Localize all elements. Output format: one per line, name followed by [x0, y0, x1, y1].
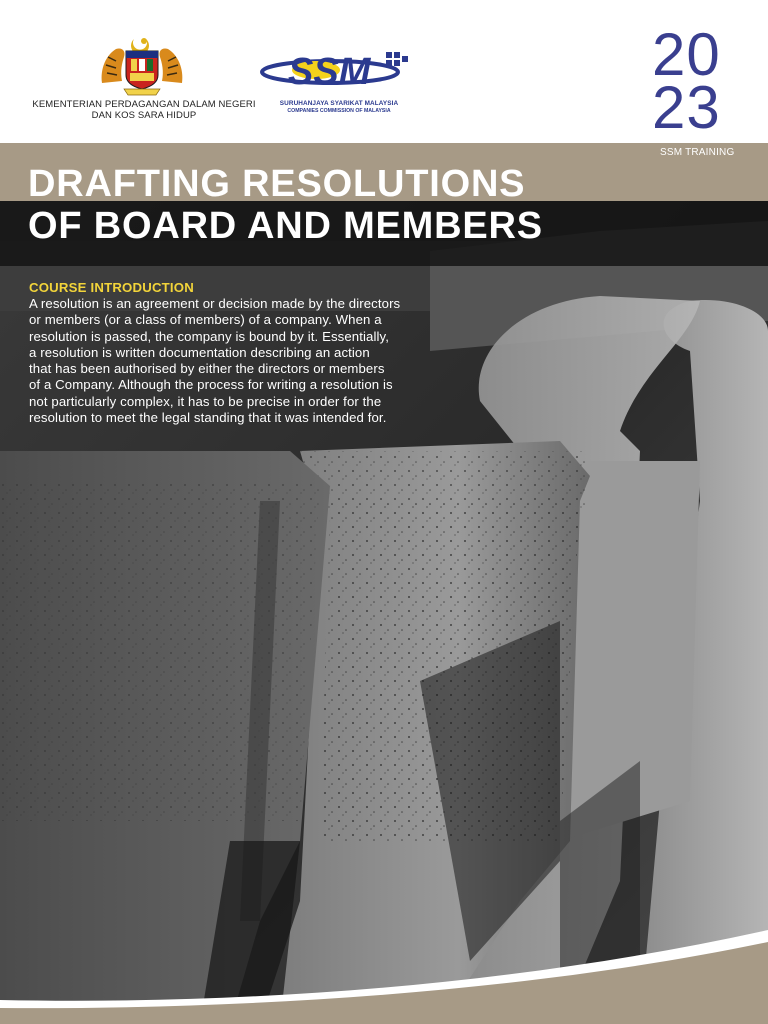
course-introduction: [29, 279, 459, 426]
intro-line: a resolution is written documentation describing an action: [29, 344, 370, 360]
ssm-name-malay: SURUHANJAYA SYARIKAT MALAYSIA: [279, 100, 399, 107]
title-line-2: OF BOARD AND MEMBERS: [28, 205, 543, 247]
year: [652, 21, 744, 141]
intro-line: A resolution is an agreement or decision made by the directors: [29, 296, 401, 311]
training-label: SSM TRAINING: [660, 147, 735, 158]
title-line-1: DRAFTING RESOLUTIONS: [28, 163, 526, 205]
intro-line: or members (or a class of members) of a company. When a: [29, 312, 382, 328]
ministry-name: [28, 99, 260, 121]
ssm-logo-text: SSM: [288, 51, 371, 93]
intro-line: resolution to meet the legal standing that it was intended for.: [29, 410, 387, 426]
intro-heading: COURSE INTRODUCTION: [29, 280, 194, 295]
intro-line: of a Company. Although the process for writing a resolution is: [29, 377, 393, 393]
year-bottom: 23: [652, 74, 721, 141]
intro-line: resolution is passed, the company is bound by it. Essentially,: [29, 328, 390, 344]
ministry-line-2: DAN KOS SARA HIDUP: [91, 110, 197, 121]
ministry-line-1: KEMENTERIAN PERDAGANGAN DALAM NEGERI: [32, 99, 256, 110]
intro-line: that has been authorised by either the directors or members: [29, 361, 385, 377]
header: [0, 0, 768, 143]
coat-of-arms-icon: [98, 33, 186, 97]
year-top: 20: [652, 21, 721, 88]
page-title: [28, 163, 543, 247]
ssm-logo-icon: [258, 44, 414, 96]
ssm-name: [272, 100, 406, 115]
ssm-name-english: COMPANIES COMMISSION OF MALAYSIA: [287, 108, 391, 114]
footer-curve: [0, 930, 768, 1024]
intro-body: [29, 296, 459, 426]
intro-line: not particularly complex, it has to be precise in order for the: [29, 393, 382, 409]
